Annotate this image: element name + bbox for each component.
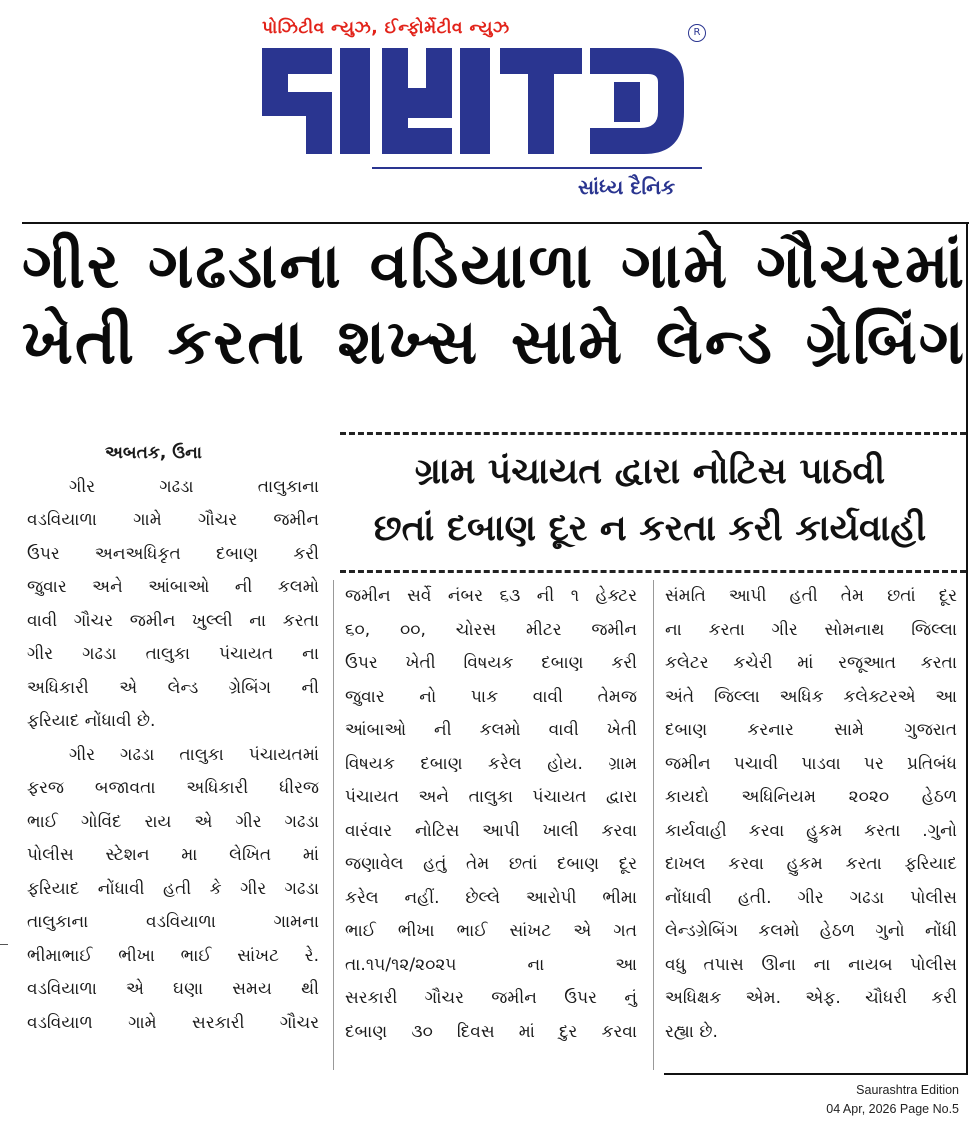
column-1 [27,437,319,1040]
text-line: જુવાર અને આંબાઓ ની કલમો [27,577,319,597]
column-2 [345,580,637,1049]
text-line: વાવી ગૌચર જમીન ખુલ્લી ના કરતા [27,610,319,631]
right-border [966,222,968,1075]
masthead [0,0,969,215]
text-line: વડવિયાળા ગામે ગૌચર જમીન [27,510,319,530]
text-line: કલેટર કચેરી માં રજૂઆત કરતા [665,653,957,673]
text-line: ગીર ગઢડા તાલુકા પંચાયતમાં [69,744,319,765]
text-line: અધિક્ષક એમ. એફ. ચૌધરી કરી [665,988,957,1008]
text-line: લેન્ડગ્રેબિંગ કલમો હેઠળ ગુનો નોંધી [665,921,957,941]
bottom-rule [664,1073,968,1075]
text-line: ફરિયાદ નોંધાવી છે. [27,711,156,731]
text-line: સંમતિ આપી હતી તેમ છતાં દૂર [665,586,957,606]
margin-tick [0,944,8,945]
headline-line: ખેતી કરતા શખ્સ સામે લેન્ડ ગ્રેબિંગ [22,305,966,378]
logo-underline [372,167,702,169]
abtak-logo [262,40,692,165]
text-line: અધિકારી એ લેન્ડ ગ્રેબિંગ ની [27,677,319,698]
text-line: ગીર ગઢડા તાલુકા પંચાયત ના [27,644,319,664]
subbrand: સાંધ્ય દૈનિક [578,175,676,199]
subhead-line: ગ્રામ પંચાયત દ્વારા નોટિસ પાઠવી [414,451,886,492]
subhead-rule [340,570,966,573]
text-line: વધુ તપાસ ઊના ના નાયબ પોલીસ [665,954,957,975]
headline [22,228,966,380]
text-line: વારંવાર નોટિસ આપી ખાલી કરવા [345,820,637,841]
headline-line: ગીર ગઢડાના વડિયાળા ગામે ગૌચરમાં [22,229,966,302]
text-line: અંતે જિલ્લા અધિક કલેક્ટરએ આ [665,686,957,707]
column-divider [653,580,654,1070]
edition-name: Saurashtra Edition [856,1083,959,1097]
text-line: ફરિયાદ નોંધાવી હતી કે ગીર ગઢડા [27,878,319,899]
tagline: પોઝિટીવ ન્યુઝ, ઈન્ફોર્મેટીવ ન્યુઝ [262,18,510,38]
text-line: વડવિયાળ ગામે સરકારી ગૌચર [27,1012,319,1033]
text-line: દાખલ કરવા હુકમ કરતા ફરિયાદ [665,854,957,874]
text-line: રહ્યા છે. [665,1021,718,1042]
text-line: દબાણ કરનાર સામે ગુજરાત [665,720,957,740]
text-line: દબાણ ૩૦ દિવસ માં દુર કરવા [345,1021,637,1042]
column-3 [665,580,957,1049]
text-line: ભીમાભાઈ ભીખા ભાઈ સાંખટ રે. [27,945,319,966]
text-line: કરેલ નહીં. છેલ્લે આરોપી ભીમા [345,887,637,908]
text-line: ગીર ગઢડા તાલુકાના [69,476,319,497]
text-line: ફરજ બજાવતા અધિકારી ધીરજ [27,778,319,798]
text-line: સરકારી ગૌચર જમીન ઉપર નું [345,988,637,1008]
date-page: 04 Apr, 2026 Page No.5 [826,1102,959,1116]
text-line: તા.૧૫/૧૨/૨૦૨૫ ના આ [345,954,637,975]
edition-info [826,1081,959,1119]
text-line: ભાઈ ભીખા ભાઈ સાંખટ એ ગત [345,921,637,941]
text-line: જમીન સર્વે નંબર ૬૩ ની ૧ હેક્ટર [345,586,637,606]
text-line: જમીન પચાવી પાડવા પર પ્રતિબંધ [665,753,957,774]
text-line: તાલુકાના વડવિયાળા ગામના [27,912,319,932]
text-line: ના કરતા ગીર સોમનાથ જિલ્લા [665,619,957,640]
text-line: નોંધાવી હતી. ગીર ગઢડા પોલીસ [665,887,957,908]
text-line: ભાઈ ગોવિંદ રાય એ ગીર ગઢડા [27,811,319,832]
text-line: કાયદો અધિનિયમ ૨૦૨૦ હેઠળ [665,787,957,807]
text-line: પોલીસ સ્ટેશન મા લેખિત માં [27,845,319,865]
registered-mark-icon: R [688,24,706,42]
text-line: જણાવેલ હતું તેમ છતાં દબાણ દૂર [345,854,637,874]
text-line: વડવિયાળા એ ઘણા સમય થી [27,979,319,999]
text-line: ઉપર અનઅધિકૃત દબાણ કરી [27,543,319,564]
top-rule [22,222,969,224]
text-line: ૬૦, ૦૦, ચોરસ મીટર જમીન [345,619,637,640]
subhead-rule [340,432,966,435]
column-divider [333,580,334,1070]
dateline: અબતક, ઉના [105,443,202,463]
subhead-line: છતાં દબાણ દૂર ન કરતા કરી કાર્યવાહી [373,508,927,549]
text-line: પંચાયત અને તાલુકા પંચાયત દ્વારા [345,787,637,807]
text-line: આંબાઓ ની કલમો વાવી ખેતી [345,720,637,740]
text-line: ઉપર ખેતી વિષયક દબાણ કરી [345,653,637,673]
text-line: વિષયક દબાણ કરેલ હોય. ગ્રામ [345,753,637,774]
subheadline [340,443,960,557]
text-line: કાર્યવાહી કરવા હુકમ કરતા .ગુનો [665,820,957,841]
text-line: જુવાર નો પાક વાવી તેમજ [345,686,637,707]
